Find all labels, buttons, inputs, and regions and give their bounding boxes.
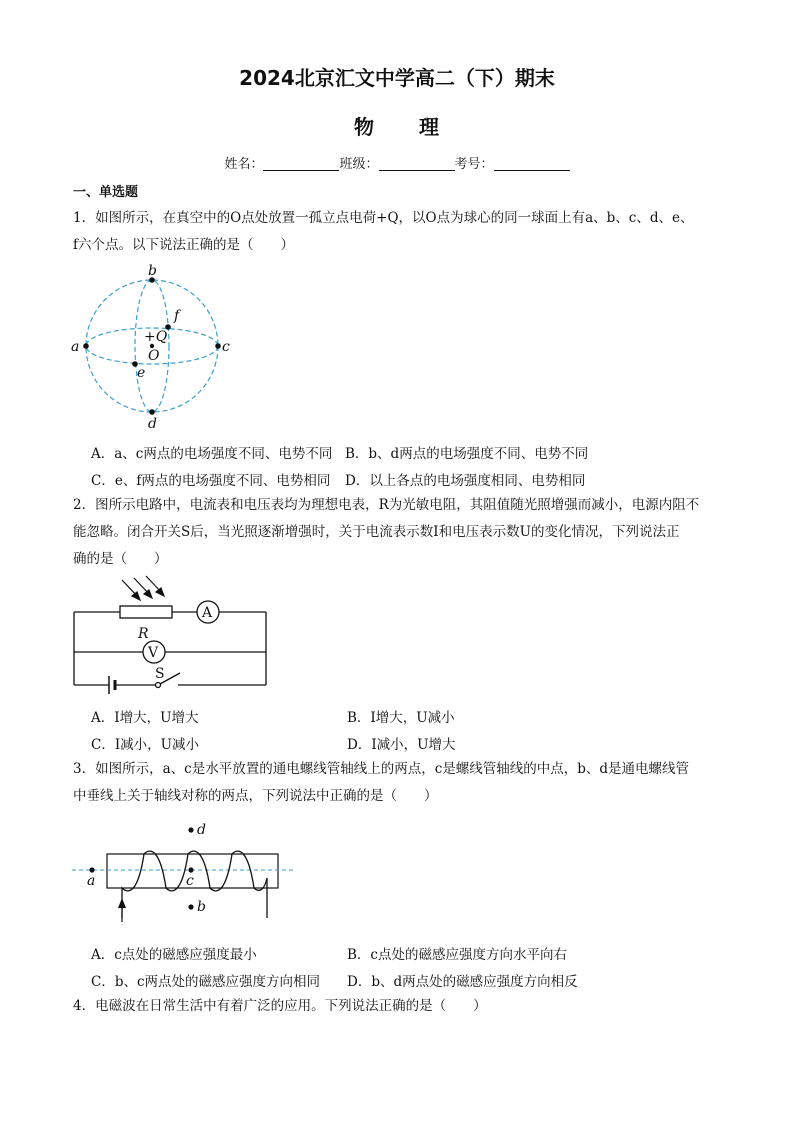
question-2	[73, 492, 733, 573]
photoresistor	[120, 606, 172, 618]
class-blank[interactable]	[379, 157, 455, 171]
q1-stem-text-1: 如图所示，在真空中的O点处放置一孤立点电荷+Q，以O点为球心的同一球面上有a、b、c、d、e、	[95, 210, 694, 226]
q2-number: 2．	[73, 497, 96, 513]
label-b: b	[148, 263, 157, 279]
q3-option-c[interactable]: C．b、c两点处的磁感应强度方向相同	[91, 974, 321, 990]
light-arrows	[122, 576, 164, 600]
section-heading: 一、单选题	[73, 185, 139, 200]
q3-option-d[interactable]: D．b、d两点处的磁感应强度方向相反	[347, 974, 578, 990]
q1-stem-line-2: f六个点。以下说法正确的是（ ）	[73, 237, 294, 253]
q3-stem-line-1	[73, 756, 733, 783]
class-label: 班级：	[339, 157, 379, 172]
label-f: f	[174, 308, 180, 324]
name-blank[interactable]	[263, 157, 339, 171]
exam-title: 2024北京汇文中学高二（下）期末	[239, 66, 555, 90]
q3-number: 3．	[73, 761, 96, 777]
voltmeter-label: V	[148, 645, 159, 661]
q2-stem-line-1	[73, 492, 733, 519]
q4-stem-line-1	[73, 993, 733, 1020]
point-d	[188, 827, 193, 832]
q2-stem-line-2: 能忽略。闭合开关S后，当光照逐渐增强时，关于电流表示数I和电压表示数U的变化情况，下列说法正	[73, 524, 680, 540]
q1-sphere-figure	[68, 262, 248, 432]
name-label: 姓名：	[224, 157, 264, 172]
label-charge: +Q	[144, 329, 168, 345]
student-info-line	[0, 153, 794, 172]
solenoid-coils	[122, 851, 267, 918]
switch-label: S	[155, 666, 165, 682]
point-c	[188, 867, 193, 872]
point-a	[89, 867, 94, 872]
q1-option-c[interactable]: C．e、f两点的电场强度不同、电势相同	[91, 473, 331, 489]
point-d	[149, 409, 155, 415]
question-1	[73, 205, 733, 259]
label-c: c	[222, 339, 230, 355]
q2-option-a[interactable]: A．I增大，U增大	[91, 710, 199, 726]
q1-number: 1．	[73, 210, 96, 226]
question-3	[73, 756, 733, 810]
current-arrow-head	[118, 898, 126, 908]
q1-option-d[interactable]: D．以上各点的电场强度相同、电势相同	[345, 473, 586, 489]
exam-no-label: 考号：	[454, 157, 494, 172]
q1-option-a[interactable]: A．a、c两点的电场强度不同、电势不同	[91, 446, 333, 462]
q3-option-a[interactable]: A．c点处的磁感应强度最小	[91, 947, 257, 963]
resistor-label: R	[138, 626, 149, 642]
q1-stem-line-1	[73, 205, 733, 232]
label-d: d	[148, 416, 157, 432]
q3-stem-line-2: 中垂线上关于轴线对称的两点，下列说法中正确的是（ ）	[73, 788, 438, 804]
label-o: O	[148, 348, 160, 364]
label-a: a	[71, 339, 80, 355]
q3-stem-text-1: 如图所示，a、c是水平放置的通电螺线管轴线上的两点，c是螺线管轴线的中点，b、d是通电螺线管	[95, 761, 690, 777]
label-c: c	[186, 873, 194, 889]
subject-char-2: 理	[419, 115, 440, 139]
q2-stem-text-1: 图所示电路中，电流表和电压表均为理想电表，R为光敏电阻，其阻值随光照增强而减小，电源内阻不	[95, 497, 700, 513]
q3-option-b[interactable]: B．c点处的磁感应强度方向水平向右	[347, 947, 567, 963]
point-a	[83, 343, 89, 349]
q2-circuit-figure	[68, 572, 278, 694]
subject-title	[0, 111, 794, 140]
q2-option-c[interactable]: C．I减小，U减小	[91, 737, 200, 753]
label-d: d	[197, 822, 206, 838]
q3-solenoid-figure	[70, 818, 300, 928]
question-4	[73, 993, 733, 1020]
q4-number: 4．	[73, 998, 96, 1014]
q1-option-b[interactable]: B．b、d两点的电场强度不同、电势不同	[345, 446, 589, 462]
label-b: b	[197, 899, 206, 915]
subject-char-1: 物	[354, 115, 375, 139]
exam-no-blank[interactable]	[494, 157, 570, 171]
q2-option-b[interactable]: B．I增大，U减小	[347, 710, 455, 726]
ammeter-label: A	[202, 605, 213, 621]
switch-pivot	[156, 683, 161, 688]
label-e: e	[137, 365, 146, 381]
q4-stem-text-1: 电磁波在日常生活中有着广泛的应用。下列说法正确的是（ ）	[95, 998, 487, 1014]
label-a: a	[87, 873, 96, 889]
q2-stem-line-3: 确的是（ ）	[73, 551, 168, 567]
point-c	[215, 343, 221, 349]
point-b	[188, 904, 193, 909]
q2-option-d[interactable]: D．I减小，U增大	[347, 737, 456, 753]
